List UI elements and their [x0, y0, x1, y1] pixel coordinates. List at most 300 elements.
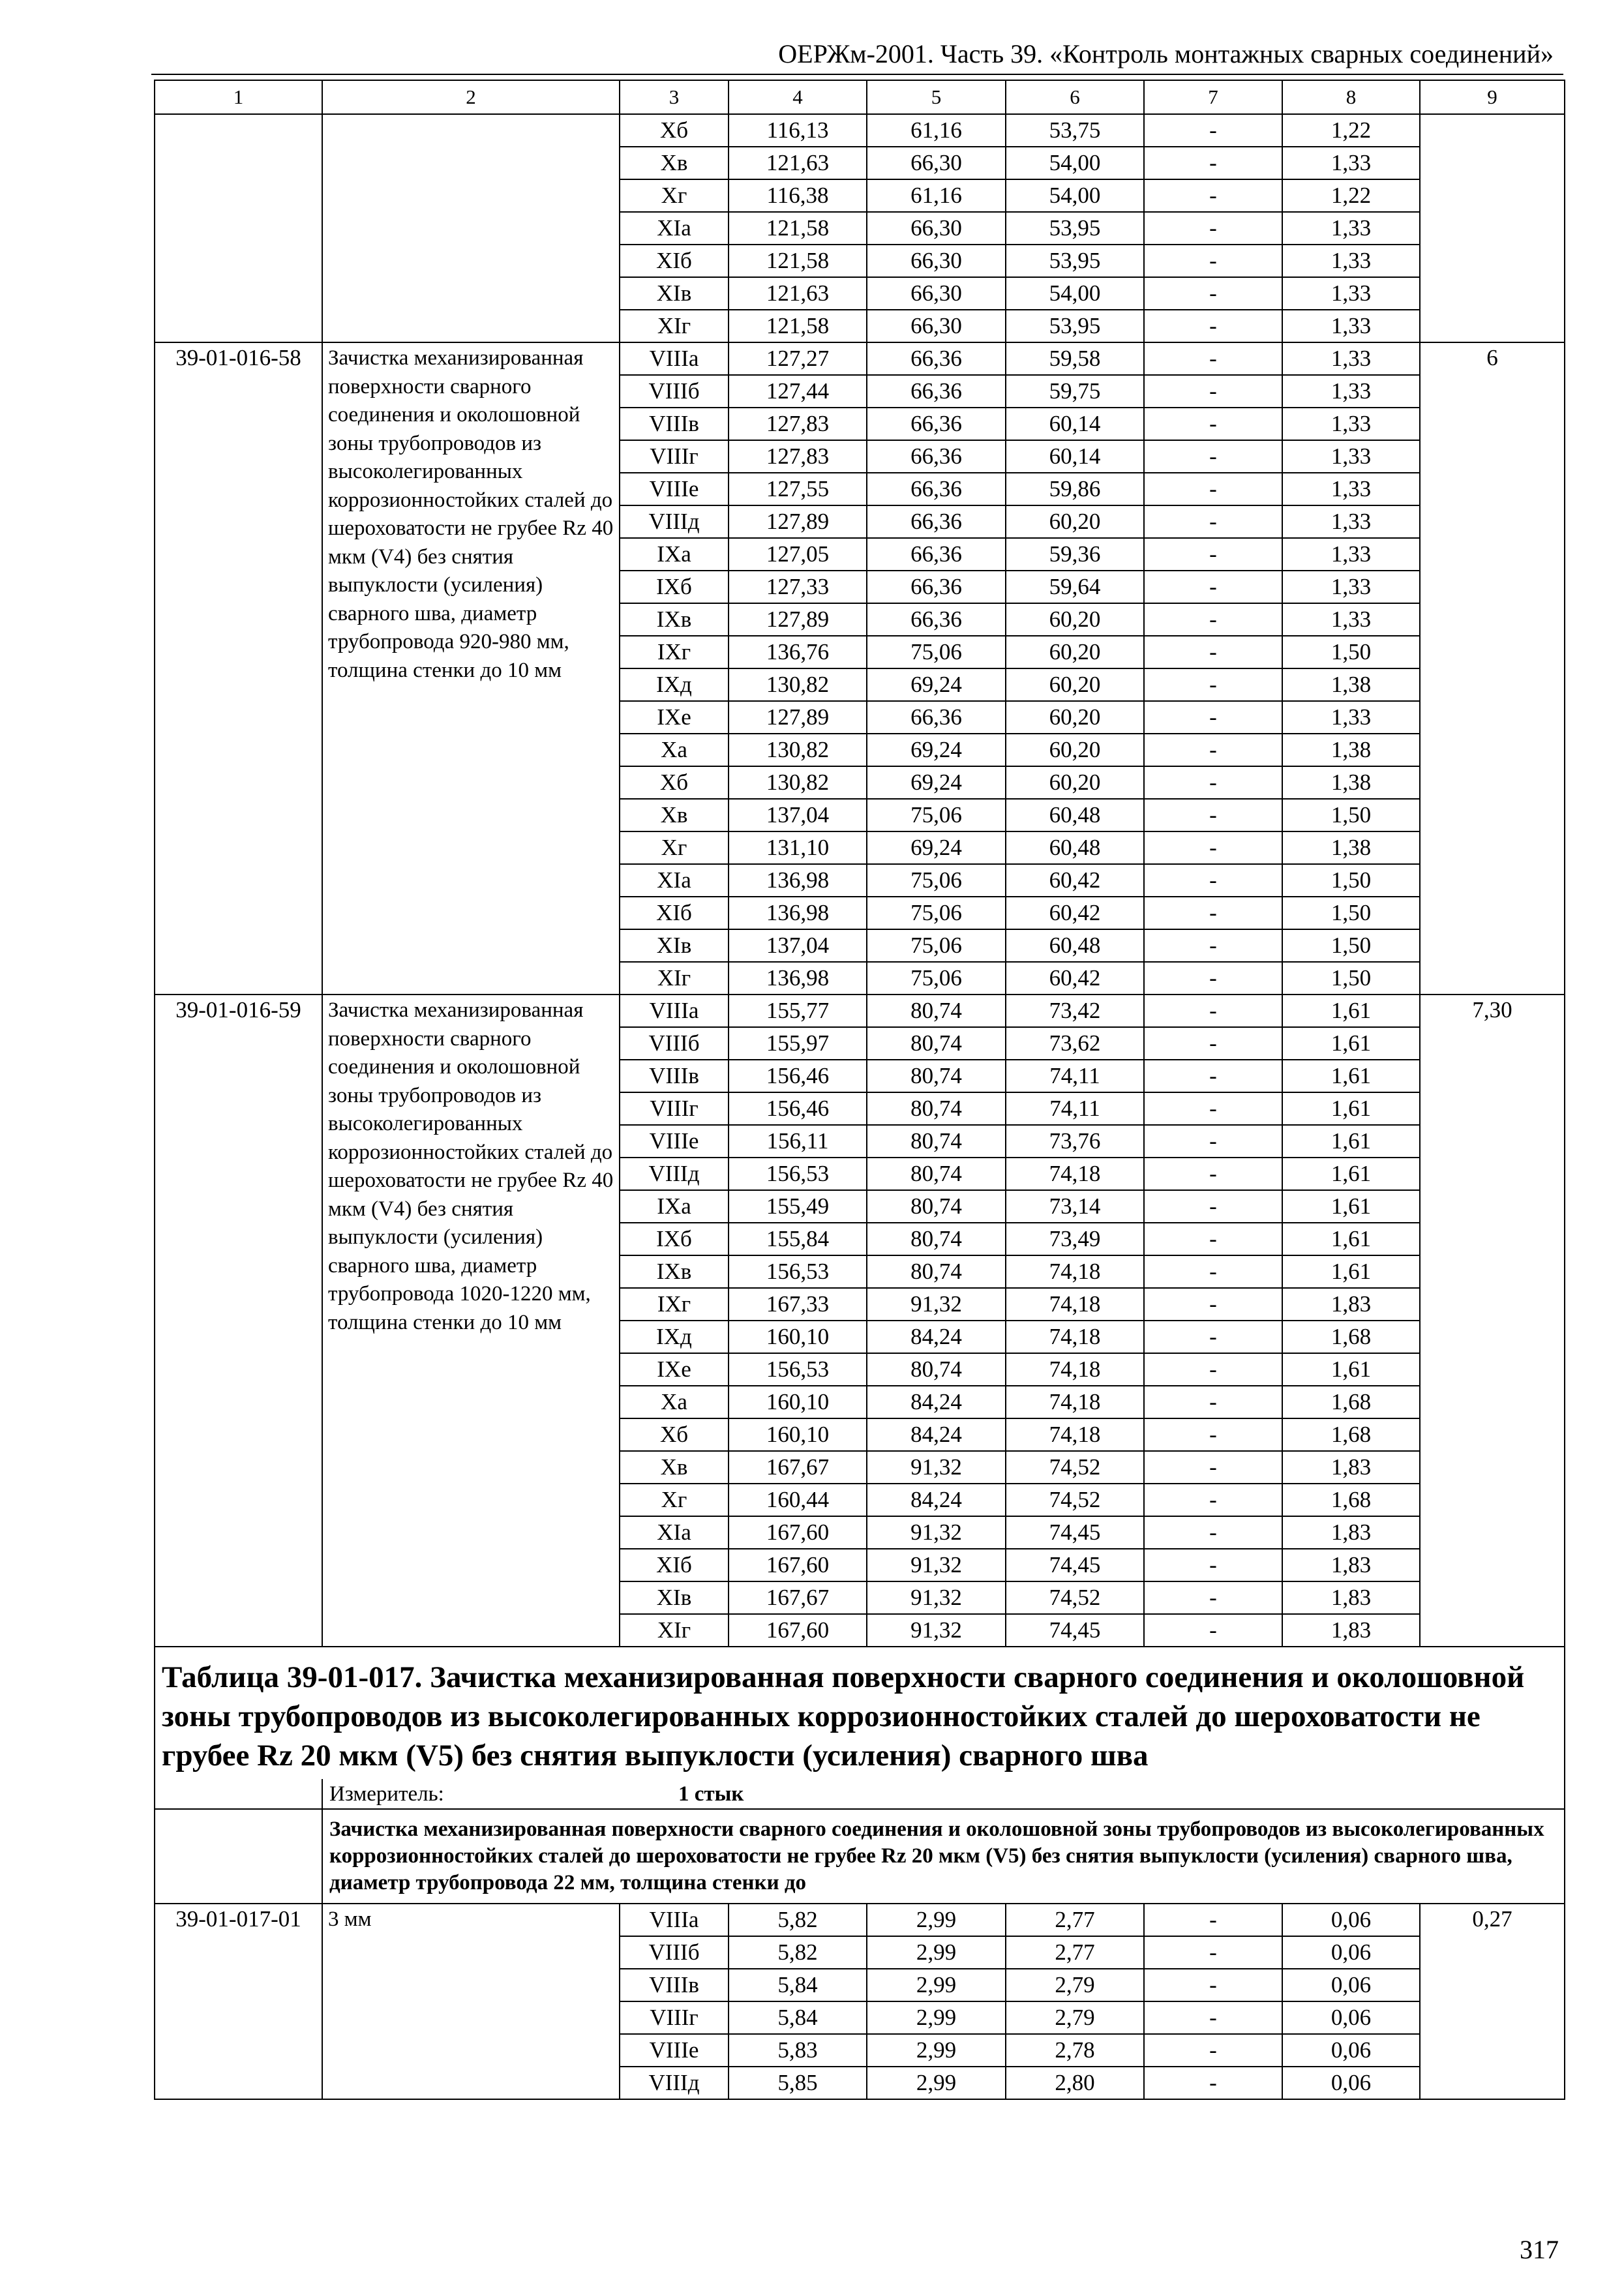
wages-cell: 2,99: [867, 1969, 1006, 2001]
materials-cell: -: [1144, 1125, 1282, 1158]
wages-cell: 66,36: [867, 505, 1006, 538]
wages-cell: 69,24: [867, 766, 1006, 799]
wages-cell: 80,74: [867, 1158, 1006, 1190]
description-cell: [322, 114, 620, 342]
labor-cell: 1,22: [1282, 114, 1420, 147]
labor-cell: 1,61: [1282, 1027, 1420, 1060]
materials-cell: -: [1144, 1936, 1282, 1969]
machines-cell: 73,14: [1006, 1190, 1144, 1223]
item-code: 39-01-016-59: [155, 995, 322, 1647]
zone-cell: VIIIб: [620, 1027, 729, 1060]
table-row: [155, 342, 1565, 375]
labor-cell: 1,61: [1282, 995, 1420, 1027]
measure-value: 1 стык: [620, 1779, 1565, 1809]
machines-cell: 60,48: [1006, 831, 1144, 864]
machines-cell: 74,45: [1006, 1549, 1144, 1581]
total-cost-cell: 167,60: [729, 1516, 867, 1549]
labor-cell: 1,83: [1282, 1614, 1420, 1647]
rates-table-body: [155, 80, 1565, 2099]
total-cost-cell: 167,67: [729, 1581, 867, 1614]
zone-cell: XIв: [620, 929, 729, 962]
column-number-6: 6: [1006, 80, 1144, 114]
machines-cell: 60,20: [1006, 505, 1144, 538]
materials-cell: -: [1144, 1969, 1282, 2001]
zone-cell: Хб: [620, 766, 729, 799]
labor-cell: 1,68: [1282, 1418, 1420, 1451]
wages-cell: 80,74: [867, 995, 1006, 1027]
materials-cell: -: [1144, 1386, 1282, 1418]
section-description: Зачистка механизированная поверхности сварного соединения и околошовной зоны трубопроводов из высоколегированных коррозионностойких сталей до шероховатости не грубее Rz 20 мкм (V5) без снятия выпуклости (усиления) сварного шва, диаметр трубопровода 22 мм, толщина стенки до: [322, 1809, 1565, 1904]
machines-cell: 60,42: [1006, 962, 1144, 995]
total-cost-cell: 130,82: [729, 766, 867, 799]
wages-cell: 84,24: [867, 1418, 1006, 1451]
labor-cell: 1,61: [1282, 1353, 1420, 1386]
total-cost-cell: 156,11: [729, 1125, 867, 1158]
labor-cell: 0,06: [1282, 2067, 1420, 2099]
total-cost-cell: 121,63: [729, 277, 867, 310]
wages-cell: 80,74: [867, 1190, 1006, 1223]
zone-cell: Хв: [620, 1451, 729, 1484]
labor-cell: 1,22: [1282, 179, 1420, 212]
materials-cell: -: [1144, 277, 1282, 310]
total-cost-cell: 136,98: [729, 897, 867, 929]
labor-cell: 1,61: [1282, 1060, 1420, 1092]
wages-cell: 69,24: [867, 734, 1006, 766]
materials-cell: -: [1144, 1549, 1282, 1581]
zone-cell: VIIIб: [620, 1936, 729, 1969]
zone-cell: VIIIе: [620, 2034, 729, 2067]
labor-cell: 1,68: [1282, 1484, 1420, 1516]
measure-empty: [155, 1779, 322, 1809]
total-cost-cell: 167,60: [729, 1614, 867, 1647]
wages-cell: 80,74: [867, 1353, 1006, 1386]
materials-cell: -: [1144, 1484, 1282, 1516]
machines-cell: 74,18: [1006, 1418, 1144, 1451]
labor-cell: 1,83: [1282, 1451, 1420, 1484]
wages-cell: 66,36: [867, 701, 1006, 734]
materials-cell: -: [1144, 831, 1282, 864]
machines-cell: 54,00: [1006, 179, 1144, 212]
zone-cell: IXа: [620, 1190, 729, 1223]
materials-cell: -: [1144, 1581, 1282, 1614]
zone-cell: VIIIв: [620, 408, 729, 440]
machines-cell: 53,75: [1006, 114, 1144, 147]
wages-cell: 80,74: [867, 1060, 1006, 1092]
zone-cell: Хг: [620, 1484, 729, 1516]
column-number-1: 1: [155, 80, 322, 114]
zone-cell: XIа: [620, 864, 729, 897]
materials-cell: -: [1144, 571, 1282, 603]
machines-cell: 53,95: [1006, 212, 1144, 245]
materials-cell: -: [1144, 440, 1282, 473]
total-cost-cell: 127,83: [729, 408, 867, 440]
table-row: [155, 995, 1565, 1027]
wages-cell: 84,24: [867, 1386, 1006, 1418]
materials-cell: -: [1144, 1321, 1282, 1353]
column-number-2: 2: [322, 80, 620, 114]
zone-cell: VIIIа: [620, 1904, 729, 1936]
zone-cell: VIIIе: [620, 1125, 729, 1158]
total-cost-cell: 130,82: [729, 734, 867, 766]
machines-cell: 60,20: [1006, 668, 1144, 701]
zone-cell: IXг: [620, 1288, 729, 1321]
labor-cell: 1,83: [1282, 1581, 1420, 1614]
section-description-row: [155, 1809, 1565, 1904]
wages-cell: 91,32: [867, 1614, 1006, 1647]
labor-cell: 1,61: [1282, 1125, 1420, 1158]
column-number-9: 9: [1420, 80, 1565, 114]
materials-cell: -: [1144, 668, 1282, 701]
zone-cell: IXе: [620, 1353, 729, 1386]
zone-cell: XIб: [620, 897, 729, 929]
zone-cell: XIа: [620, 212, 729, 245]
zone-cell: IXг: [620, 636, 729, 668]
machines-cell: 74,45: [1006, 1516, 1144, 1549]
total-cost-cell: 160,10: [729, 1321, 867, 1353]
wages-cell: 66,36: [867, 603, 1006, 636]
column-number-3: 3: [620, 80, 729, 114]
labor-cell: 1,68: [1282, 1321, 1420, 1353]
zone-cell: Хб: [620, 1418, 729, 1451]
zone-cell: Хг: [620, 831, 729, 864]
total-cost-cell: 116,38: [729, 179, 867, 212]
materials-cell: -: [1144, 864, 1282, 897]
total-cost-cell: 156,53: [729, 1158, 867, 1190]
machines-cell: 2,77: [1006, 1904, 1144, 1936]
materials-cell: -: [1144, 1092, 1282, 1125]
total-cost-cell: 136,98: [729, 962, 867, 995]
labor-cell: 0,06: [1282, 1969, 1420, 2001]
zone-cell: VIIIд: [620, 1158, 729, 1190]
zone-cell: Хв: [620, 147, 729, 179]
materials-cell: -: [1144, 1223, 1282, 1255]
materials-cell: -: [1144, 2034, 1282, 2067]
machines-cell: 60,42: [1006, 897, 1144, 929]
machines-cell: 2,79: [1006, 2001, 1144, 2034]
labor-cell: 1,83: [1282, 1288, 1420, 1321]
machines-cell: 74,18: [1006, 1386, 1144, 1418]
materials-cell: -: [1144, 1060, 1282, 1092]
total-cost-cell: 5,84: [729, 1969, 867, 2001]
wages-cell: 2,99: [867, 2034, 1006, 2067]
materials-cell: -: [1144, 505, 1282, 538]
item-description: 3 мм: [322, 1904, 620, 2099]
zone-cell: Хг: [620, 179, 729, 212]
wages-cell: 66,30: [867, 212, 1006, 245]
wages-cell: 66,30: [867, 310, 1006, 342]
wages-cell: 66,36: [867, 375, 1006, 408]
wages-cell: 66,30: [867, 147, 1006, 179]
machines-cell: 53,95: [1006, 310, 1144, 342]
machines-cell: 54,00: [1006, 277, 1144, 310]
wages-cell: 80,74: [867, 1092, 1006, 1125]
materials-cell: -: [1144, 179, 1282, 212]
total-cost-cell: 127,33: [729, 571, 867, 603]
labor-cell: 1,33: [1282, 310, 1420, 342]
item-norm: 7,30: [1420, 995, 1565, 1647]
total-cost-cell: 121,63: [729, 147, 867, 179]
machines-cell: 74,45: [1006, 1614, 1144, 1647]
machines-cell: 59,86: [1006, 473, 1144, 505]
wages-cell: 66,36: [867, 473, 1006, 505]
materials-cell: -: [1144, 538, 1282, 571]
table-title-row: [155, 1647, 1565, 1779]
machines-cell: 53,95: [1006, 245, 1144, 277]
wages-cell: 80,74: [867, 1255, 1006, 1288]
labor-cell: 1,61: [1282, 1092, 1420, 1125]
item-code: 39-01-016-58: [155, 342, 322, 995]
machines-cell: 60,14: [1006, 440, 1144, 473]
wages-cell: 91,32: [867, 1581, 1006, 1614]
total-cost-cell: 116,13: [729, 114, 867, 147]
total-cost-cell: 160,10: [729, 1386, 867, 1418]
zone-cell: VIIIг: [620, 1092, 729, 1125]
labor-cell: 1,50: [1282, 929, 1420, 962]
zone-cell: VIIIд: [620, 505, 729, 538]
materials-cell: -: [1144, 929, 1282, 962]
labor-cell: 0,06: [1282, 1904, 1420, 1936]
total-cost-cell: 130,82: [729, 668, 867, 701]
labor-cell: 1,33: [1282, 342, 1420, 375]
machines-cell: 60,20: [1006, 636, 1144, 668]
zone-cell: VIIIб: [620, 375, 729, 408]
measure-label: Измеритель:: [322, 1779, 620, 1809]
wages-cell: 84,24: [867, 1484, 1006, 1516]
total-cost-cell: 155,84: [729, 1223, 867, 1255]
zone-cell: VIIIе: [620, 473, 729, 505]
zone-cell: IXа: [620, 538, 729, 571]
labor-cell: 1,50: [1282, 962, 1420, 995]
machines-cell: 74,52: [1006, 1484, 1144, 1516]
wages-cell: 66,36: [867, 571, 1006, 603]
wages-cell: 66,36: [867, 440, 1006, 473]
total-cost-cell: 155,49: [729, 1190, 867, 1223]
labor-cell: 1,33: [1282, 473, 1420, 505]
machines-cell: 74,18: [1006, 1321, 1144, 1353]
labor-cell: 1,33: [1282, 245, 1420, 277]
labor-cell: 1,50: [1282, 799, 1420, 831]
labor-cell: 0,06: [1282, 1936, 1420, 1969]
wages-cell: 91,32: [867, 1549, 1006, 1581]
total-cost-cell: 156,46: [729, 1092, 867, 1125]
materials-cell: -: [1144, 701, 1282, 734]
zone-cell: IXд: [620, 668, 729, 701]
labor-cell: 1,33: [1282, 147, 1420, 179]
materials-cell: -: [1144, 962, 1282, 995]
labor-cell: 1,83: [1282, 1516, 1420, 1549]
wages-cell: 66,36: [867, 408, 1006, 440]
total-cost-cell: 127,05: [729, 538, 867, 571]
zone-cell: IXд: [620, 1321, 729, 1353]
item-norm: 6: [1420, 342, 1565, 995]
labor-cell: 1,33: [1282, 603, 1420, 636]
wages-cell: 61,16: [867, 114, 1006, 147]
item-description: Зачистка механизированная поверхности сварного соединения и околошовной зоны трубопроводов из высоколегированных коррозионностойких сталей до шероховатости не грубее Rz 40 мкм (V4) без снятия выпуклости (усиления) сварного шва, диаметр трубопровода 920-980 мм, толщина стенки до 10 мм: [322, 342, 620, 995]
total-cost-cell: 127,89: [729, 701, 867, 734]
zone-cell: VIIIа: [620, 995, 729, 1027]
wages-cell: 61,16: [867, 179, 1006, 212]
zone-cell: XIв: [620, 1581, 729, 1614]
materials-cell: -: [1144, 147, 1282, 179]
machines-cell: 54,00: [1006, 147, 1144, 179]
total-cost-cell: 127,89: [729, 603, 867, 636]
zone-cell: VIIIг: [620, 2001, 729, 2034]
labor-cell: 1,38: [1282, 831, 1420, 864]
total-cost-cell: 137,04: [729, 929, 867, 962]
zone-cell: XIв: [620, 277, 729, 310]
table-row: [155, 1904, 1565, 1936]
table-row: [155, 114, 1565, 147]
materials-cell: -: [1144, 734, 1282, 766]
total-cost-cell: 131,10: [729, 831, 867, 864]
labor-cell: 0,06: [1282, 2034, 1420, 2067]
rates-table: [154, 80, 1565, 2100]
materials-cell: -: [1144, 636, 1282, 668]
table-title: Таблица 39-01-017. Зачистка механизированная поверхности сварного соединения и околошовной зоны трубопроводов из высоколегированных коррозионностойких сталей до шероховатости не грубее Rz 20 мкм (V5) без снятия выпуклости (усиления) сварного шва: [155, 1647, 1565, 1779]
machines-cell: 74,18: [1006, 1288, 1144, 1321]
total-cost-cell: 127,55: [729, 473, 867, 505]
total-cost-cell: 121,58: [729, 245, 867, 277]
machines-cell: 59,75: [1006, 375, 1144, 408]
total-cost-cell: 156,53: [729, 1255, 867, 1288]
materials-cell: -: [1144, 799, 1282, 831]
wages-cell: 75,06: [867, 897, 1006, 929]
wages-cell: 80,74: [867, 1223, 1006, 1255]
machines-cell: 2,77: [1006, 1936, 1144, 1969]
materials-cell: -: [1144, 408, 1282, 440]
machines-cell: 60,48: [1006, 929, 1144, 962]
machines-cell: 74,52: [1006, 1581, 1144, 1614]
machines-cell: 2,79: [1006, 1969, 1144, 2001]
column-number-7: 7: [1144, 80, 1282, 114]
machines-cell: 60,14: [1006, 408, 1144, 440]
machines-cell: 74,11: [1006, 1092, 1144, 1125]
wages-cell: 69,24: [867, 831, 1006, 864]
wages-cell: 91,32: [867, 1451, 1006, 1484]
machines-cell: 2,80: [1006, 2067, 1144, 2099]
materials-cell: -: [1144, 1190, 1282, 1223]
measure-row: [155, 1779, 1565, 1809]
machines-cell: 73,42: [1006, 995, 1144, 1027]
wages-cell: 66,36: [867, 342, 1006, 375]
machines-cell: 74,18: [1006, 1255, 1144, 1288]
materials-cell: -: [1144, 212, 1282, 245]
machines-cell: 74,18: [1006, 1158, 1144, 1190]
column-number-4: 4: [729, 80, 867, 114]
wages-cell: 84,24: [867, 1321, 1006, 1353]
item-description: Зачистка механизированная поверхности сварного соединения и околошовной зоны трубопроводов из высоколегированных коррозионностойких сталей до шероховатости не грубее Rz 40 мкм (V4) без снятия выпуклости (усиления) сварного шва, диаметр трубопровода 1020-1220 мм, толщина стенки до 10 мм: [322, 995, 620, 1647]
materials-cell: -: [1144, 473, 1282, 505]
machines-cell: 59,36: [1006, 538, 1144, 571]
running-header: ОЕРЖм-2001. Часть 39. «Контроль монтажных сварных соединений»: [778, 39, 1554, 68]
wages-cell: 75,06: [867, 636, 1006, 668]
labor-cell: 1,38: [1282, 766, 1420, 799]
wages-cell: 75,06: [867, 962, 1006, 995]
materials-cell: -: [1144, 1353, 1282, 1386]
materials-cell: -: [1144, 1158, 1282, 1190]
wages-cell: 91,32: [867, 1516, 1006, 1549]
materials-cell: -: [1144, 245, 1282, 277]
total-cost-cell: 167,67: [729, 1451, 867, 1484]
machines-cell: 60,20: [1006, 603, 1144, 636]
materials-cell: -: [1144, 342, 1282, 375]
materials-cell: -: [1144, 897, 1282, 929]
total-cost-cell: 136,76: [729, 636, 867, 668]
materials-cell: -: [1144, 114, 1282, 147]
machines-cell: 2,78: [1006, 2034, 1144, 2067]
labor-cell: 1,50: [1282, 636, 1420, 668]
labor-cell: 1,38: [1282, 668, 1420, 701]
machines-cell: 74,52: [1006, 1451, 1144, 1484]
materials-cell: -: [1144, 1516, 1282, 1549]
wages-cell: 80,74: [867, 1027, 1006, 1060]
materials-cell: -: [1144, 310, 1282, 342]
materials-cell: -: [1144, 1027, 1282, 1060]
total-cost-cell: 155,77: [729, 995, 867, 1027]
zone-cell: Хв: [620, 799, 729, 831]
total-cost-cell: 127,83: [729, 440, 867, 473]
zone-cell: XIб: [620, 245, 729, 277]
wages-cell: 2,99: [867, 1936, 1006, 1969]
labor-cell: 1,83: [1282, 1549, 1420, 1581]
machines-cell: 60,20: [1006, 734, 1144, 766]
labor-cell: 1,50: [1282, 897, 1420, 929]
wages-cell: 91,32: [867, 1288, 1006, 1321]
labor-cell: 1,33: [1282, 440, 1420, 473]
total-cost-cell: 121,58: [729, 212, 867, 245]
labor-cell: 0,06: [1282, 2001, 1420, 2034]
zone-cell: VIIIв: [620, 1969, 729, 2001]
zone-cell: VIIIг: [620, 440, 729, 473]
zone-cell: Хб: [620, 114, 729, 147]
total-cost-cell: 160,10: [729, 1418, 867, 1451]
machines-cell: 59,64: [1006, 571, 1144, 603]
zone-cell: Ха: [620, 1386, 729, 1418]
total-cost-cell: 127,89: [729, 505, 867, 538]
column-number-5: 5: [867, 80, 1006, 114]
materials-cell: -: [1144, 375, 1282, 408]
code-cell: [155, 114, 322, 342]
materials-cell: -: [1144, 1904, 1282, 1936]
labor-cell: 1,33: [1282, 538, 1420, 571]
labor-cell: 1,33: [1282, 701, 1420, 734]
zone-cell: IXв: [620, 1255, 729, 1288]
zone-cell: XIг: [620, 310, 729, 342]
zone-cell: XIб: [620, 1549, 729, 1581]
labor-cell: 1,33: [1282, 277, 1420, 310]
materials-cell: -: [1144, 1288, 1282, 1321]
total-cost-cell: 160,44: [729, 1484, 867, 1516]
labor-cell: 1,61: [1282, 1223, 1420, 1255]
materials-cell: -: [1144, 766, 1282, 799]
page-number: 317: [1520, 2235, 1559, 2264]
materials-cell: -: [1144, 1451, 1282, 1484]
total-cost-cell: 121,58: [729, 310, 867, 342]
labor-cell: 1,33: [1282, 571, 1420, 603]
total-cost-cell: 5,83: [729, 2034, 867, 2067]
machines-cell: 59,58: [1006, 342, 1144, 375]
materials-cell: -: [1144, 2067, 1282, 2099]
materials-cell: -: [1144, 1255, 1282, 1288]
wages-cell: 2,99: [867, 2001, 1006, 2034]
labor-cell: 1,38: [1282, 734, 1420, 766]
total-cost-cell: 127,27: [729, 342, 867, 375]
wages-cell: 66,36: [867, 538, 1006, 571]
wages-cell: 75,06: [867, 929, 1006, 962]
wages-cell: 69,24: [867, 668, 1006, 701]
total-cost-cell: 156,46: [729, 1060, 867, 1092]
labor-cell: 1,33: [1282, 408, 1420, 440]
